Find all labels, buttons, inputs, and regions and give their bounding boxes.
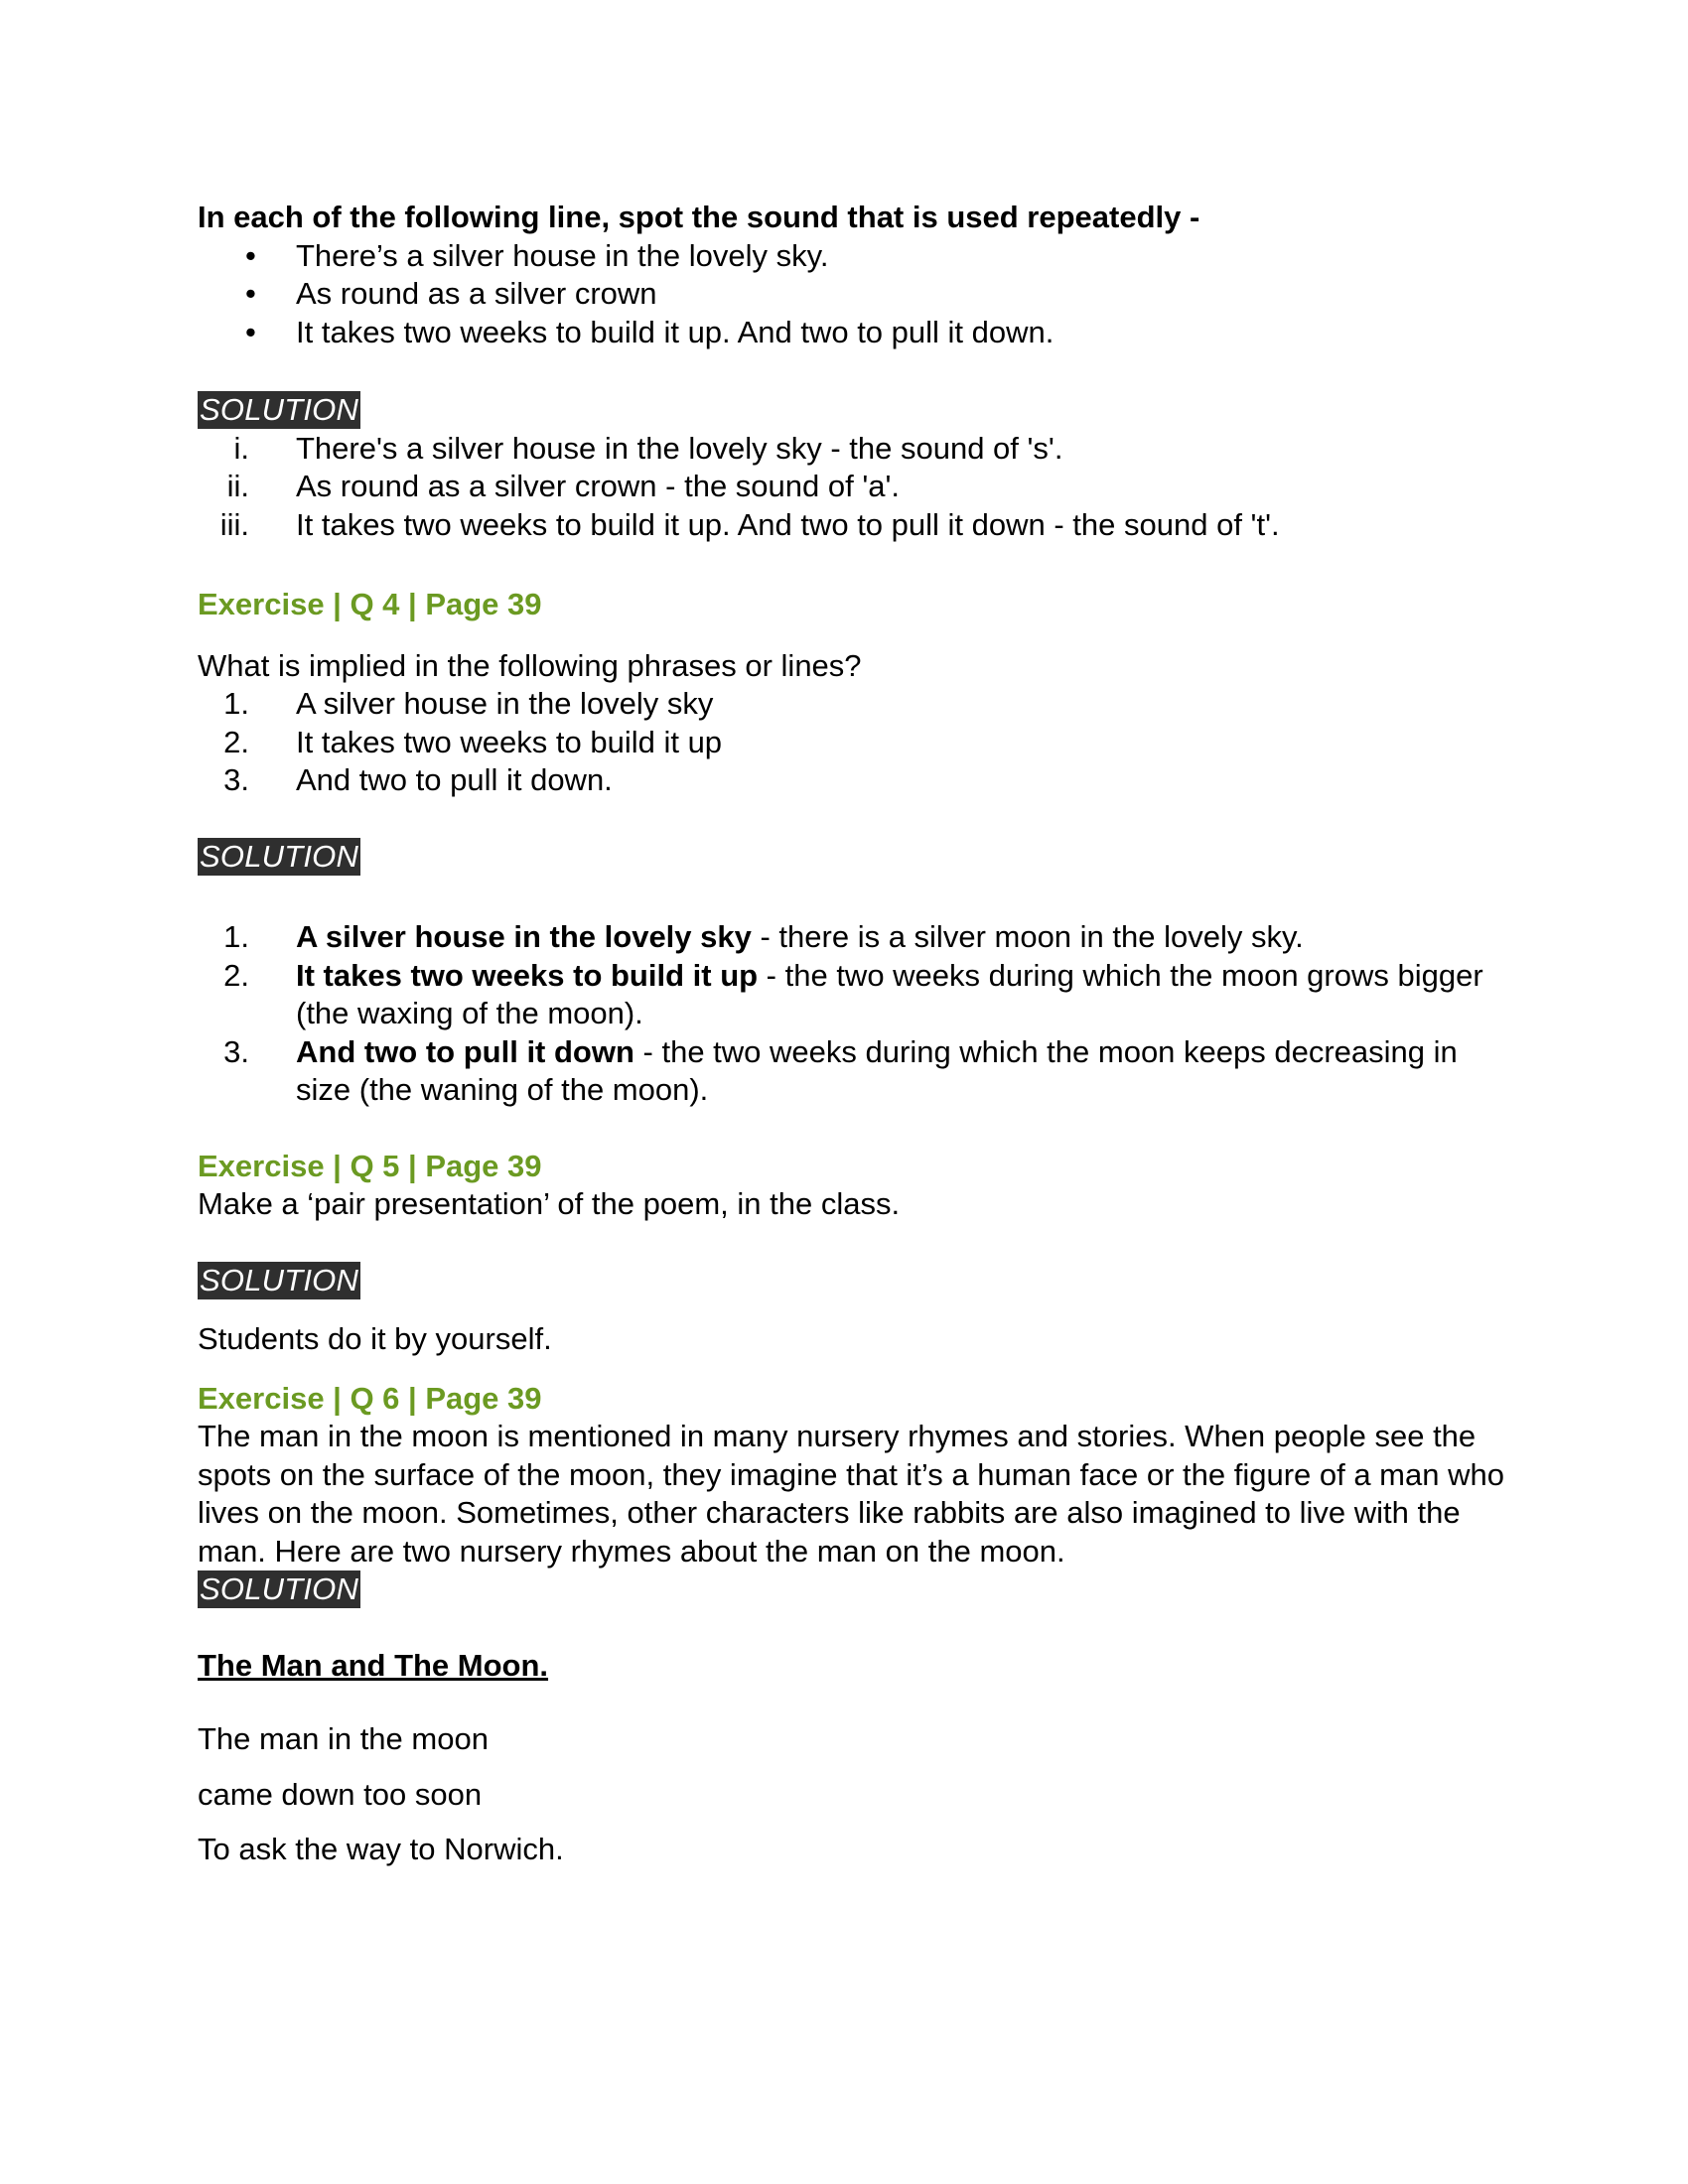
poem-title: The Man and The Moon. [198,1647,549,1683]
q4-item-list [198,685,1518,800]
list-marker: 3. [223,762,249,797]
answer-text: - the two weeks during which the moon grows bigger (the waxing of the moon). [296,957,1483,1030]
poem-line: came down too soon [198,1776,483,1812]
exercise-heading-q4: Exercise | Q 4 | Page 39 [198,587,542,621]
solution-label: SOLUTION [200,1262,359,1297]
list-text: And two to pull it down. [296,762,613,797]
answer-text: - the two weeks during which the moon keeps decreasing in size (the waning of the moon). [296,1033,1458,1107]
list-text: It takes two weeks to build it up [296,724,723,759]
poem-line: The man in the moon [198,1721,489,1756]
list-marker: 2. [223,724,249,759]
q5-question: Make a ‘pair presentation’ of the poem, in the class. [198,1186,901,1221]
list-item [198,1033,1518,1110]
poem-line: To ask the way to Norwich. [198,1832,564,1866]
q5-answer: Students do it by yourself. [198,1321,552,1356]
list-marker: 1. [223,686,249,721]
list-marker: 1. [223,919,249,954]
list-item [198,430,1518,469]
list-item: • It takes two weeks to build it up. And two to pull it down. [198,314,1518,352]
answer-text: - there is a silver moon in the lovely sky. [751,919,1304,954]
list-item [198,918,1518,957]
q4-answer-list [198,918,1518,1110]
intro-solution-list [198,430,1518,545]
list-item [198,506,1518,545]
solution-label: SOLUTION [200,838,359,874]
list-item [198,724,1518,762]
exercise-heading-q6: Exercise | Q 6 | Page 39 [198,1380,542,1416]
list-text: A silver house in the lovely sky [296,686,714,721]
list-marker: iii. [219,506,249,542]
list-item [198,685,1518,724]
answer-phrase: It takes two weeks to build it up [296,957,759,993]
list-item [198,761,1518,800]
intro-question: In each of the following line, spot the sound that is used repeatedly - [198,200,1200,234]
list-item [198,957,1518,1033]
list-text: It takes two weeks to build it up. And two to pull it down - the sound of 't'. [296,506,1280,542]
q6-question: The man in the moon is mentioned in many nursery rhymes and stories. When people see the spots on the surface of the moon, they imagine that it’s a human face or the figure of a man who lives on the moon. Sometimes, other characters like rabbits are also imagined to live with the man. Here are two nursery rhymes about the man on the moon. [198,1419,1504,1569]
answer-phrase: A silver house in the lovely sky [296,919,752,954]
list-marker: ii. [226,469,249,503]
list-marker: 2. [223,957,249,993]
exercise-heading-q5: Exercise | Q 5 | Page 39 [198,1148,542,1183]
answer-phrase: And two to pull it down [296,1033,634,1069]
document-page [198,199,1518,1869]
list-marker: 3. [223,1033,249,1069]
q4-question: What is implied in the following phrases or lines? [198,647,862,683]
list-item: • As round as a silver crown [198,275,1518,314]
solution-label: SOLUTION [200,392,359,427]
list-item: • There’s a silver house in the lovely sky. [198,237,1518,276]
solution-label: SOLUTION [200,1571,359,1606]
list-text: There's a silver house in the lovely sky - the sound of 's'. [296,430,1063,466]
list-text: As round as a silver crown - the sound of 'a'. [296,469,901,503]
intro-bullet-list [198,237,1518,352]
list-marker: i. [233,430,249,466]
list-item [198,468,1518,506]
